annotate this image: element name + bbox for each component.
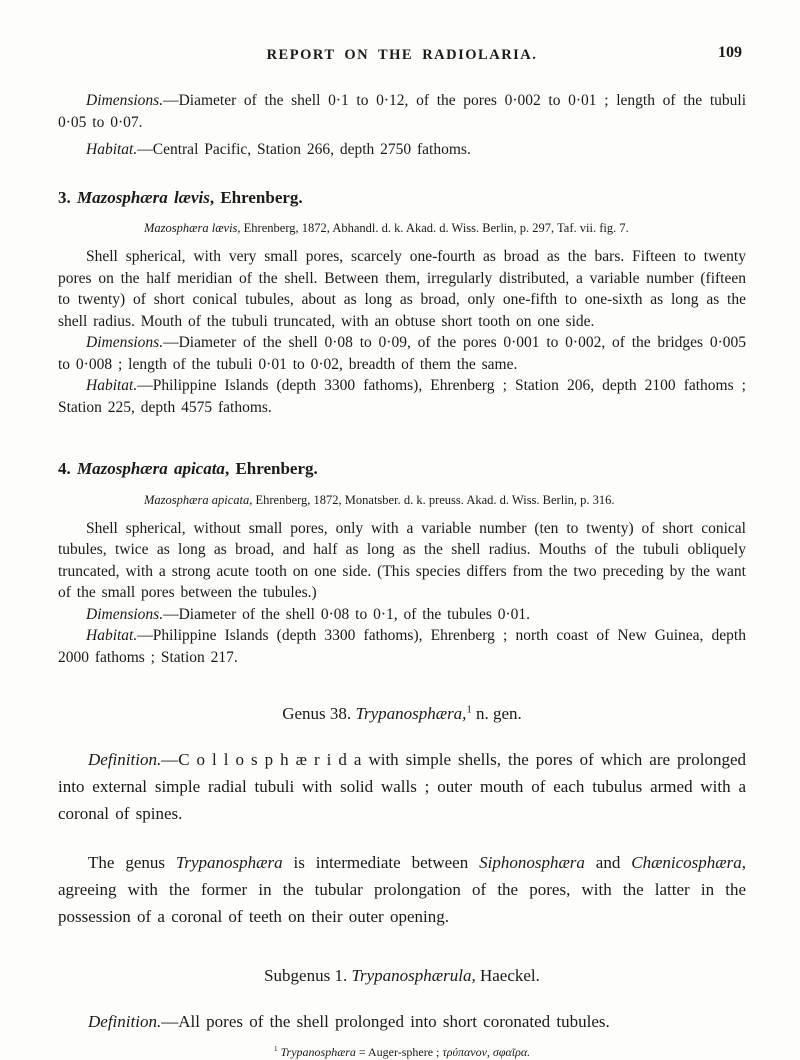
genus-discussion-paragraph: The genus Trypanosphæra is intermediate between Siphonosphæra and Chænicosphæra, agreeing with the former in the tubular prolongation of the pores, with the latter in the possession of a coronal of teeth on their outer opening. [58, 853, 747, 926]
dimensions-paragraph-3: Dimensions.—Diameter of the shell 0·08 to 0·09, of the pores 0·001 to 0·002, of the bridges 0·005 to 0·008 ; length of the tubuli 0·01 to 0·02, breadth of them the same. [58, 334, 746, 373]
genus-heading: Genus 38. Trypanosphæra,$^1$ n. gen. [282, 704, 522, 723]
page-number: 109 [718, 44, 742, 61]
species-description-3: Shell spherical, with very small pores, scarcely one-fourth as broad as the bars. Fifteen to twenty pores on the half meridian of the shell. Between them, irregularly distributed, a variable number (fifteen to twenty) of short conical tubules, about as long as broad, only one-fifth to one-sixth as long as the shell radius. Mouth of the tubuli truncated, with an obtuse short tooth on one side. [58, 248, 746, 330]
habitat-paragraph-prev-species: Habitat.—Central Pacific, Station 266, depth 2750 fathoms. [86, 141, 471, 158]
subgenus-heading: Subgenus 1. Trypanosphærula, Haeckel. [264, 966, 540, 985]
habitat-paragraph-3: Habitat.—Philippine Islands (depth 3300 fathoms), Ehrenberg ; Station 206, depth 2100 fathoms ; Station 225, depth 4575 fathoms. [58, 377, 746, 416]
habitat-paragraph-4: Habitat.—Philippine Islands (depth 3300 fathoms), Ehrenberg ; north coast of New Guinea, depth 2000 fathoms ; Station 217. [58, 627, 746, 666]
species-heading-4: 4. Mazosphæra apicata, Ehrenberg. [58, 459, 318, 478]
dimensions-paragraph-4: Dimensions.—Diameter of the shell 0·08 to 0·1, of the tubules 0·01. [86, 605, 531, 623]
page-header [58, 46, 746, 66]
genus-definition-paragraph: Definition.—C o l l o s p h æ r i d a with simple shells, the pores of which are prolonged into external simple radial tubuli with solid walls ; outer mouth of each tubulus armed with a coronal of spines. [58, 750, 746, 823]
subgenus-definition-paragraph: Definition.—All pores of the shell prolonged into short coronated tubules. [88, 1012, 610, 1031]
species-heading-3: 3. Mazosphæra lævis, Ehrenberg. [58, 187, 303, 207]
dimensions-paragraph-prev-species: Dimensions.—Diameter of the shell 0·1 to 0·12, of the pores 0·002 to 0·01 ; length of the tubuli 0·05 to 0·07. [58, 92, 746, 131]
species-description-4: Shell spherical, without small pores, only with a variable number (ten to twenty) of short conical tubules, twice as long as broad, and half as long as the shell radius. Mouths of the tubuli obliquely truncated, with a strong acute tooth on one side. (This species differs from the two preceding by the want of the small pores between the tubules.) [58, 519, 746, 601]
footnote: $^1$ Trypanosphæra = Auger-sphere ; τρύπανον, σφαῖρα. [273, 1044, 531, 1059]
species-citation-4: Mazosphæra apicata, Ehrenberg, 1872, Monatsber. d. k. preuss. Akad. d. Wiss. Berlin, p. 316. [144, 492, 615, 507]
running-head-title: REPORT ON THE RADIOLARIA. [266, 47, 538, 63]
species-citation-3: Mazosphæra lævis, Ehrenberg, 1872, Abhandl. d. k. Akad. d. Wiss. Berlin, p. 297, Taf. vii. fig. 7. [144, 221, 629, 235]
